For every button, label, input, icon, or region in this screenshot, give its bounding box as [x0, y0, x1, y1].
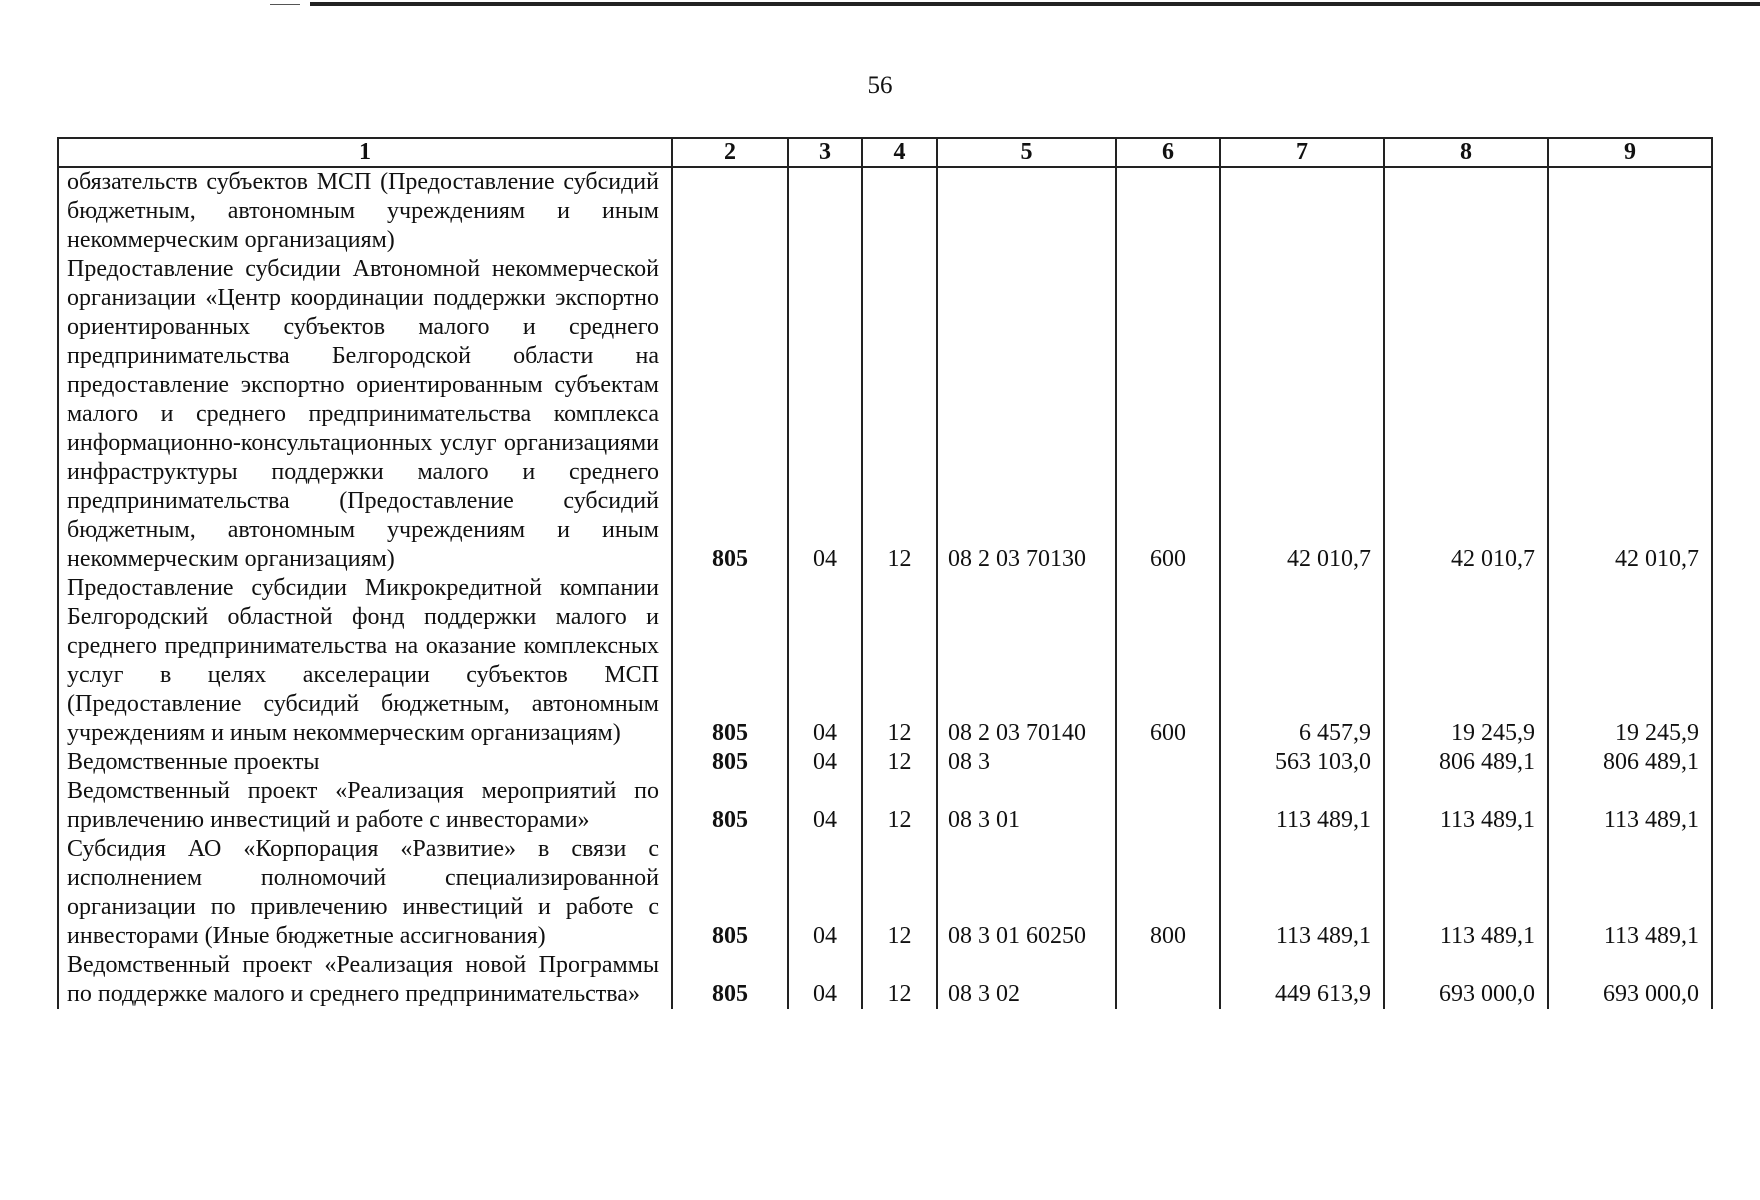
cell-col8	[1384, 167, 1548, 255]
cell-col5: 08 3 01 60250	[937, 835, 1116, 951]
table-header-row	[58, 138, 1712, 167]
cell-col4: 12	[862, 951, 937, 1009]
cell-col6: 600	[1116, 255, 1220, 574]
cell-col9: 693 000,0	[1548, 951, 1712, 1009]
cell-col9	[1548, 167, 1712, 255]
page-number: 56	[867, 72, 893, 99]
cell-col7: 563 103,0	[1220, 748, 1384, 777]
column-header-8: 8	[1384, 138, 1548, 167]
table-row	[58, 748, 1712, 777]
row-description: Предоставление субсидии Микрокредитной компании Белгородский областной фонд поддержки малого и среднего предпринимательства на оказание комплексных услуг в целях акселерации субъектов МСП (Предоставление субсидий бюджетным, автономным учреждениям и иным некоммерческим организациям)	[58, 574, 672, 748]
cell-col8: 19 245,9	[1384, 574, 1548, 748]
cell-col5: 08 2 03 70140	[937, 574, 1116, 748]
row-description: Предоставление субсидии Автономной некоммерческой организации «Центр координации поддержки экспортно ориентированных субъектов малого и среднего предпринимательства Белгородской области на предоставление экспортно ориентированным субъектам малого и среднего предпринимательства комплекса информационно-консультационных услуг организациями инфраструктуры поддержки малого и среднего предпринимательства (Предоставление субсидий бюджетным, автономным учреждениям и иным некоммерческим организациям)	[58, 255, 672, 574]
cell-col2: 805	[672, 574, 788, 748]
table-row	[58, 951, 1712, 1009]
cell-col6	[1116, 748, 1220, 777]
cell-col8: 42 010,7	[1384, 255, 1548, 574]
cell-col4	[862, 167, 937, 255]
cell-col9: 113 489,1	[1548, 835, 1712, 951]
cell-col2	[672, 167, 788, 255]
column-header-1: 1	[58, 138, 672, 167]
column-header-5: 5	[937, 138, 1116, 167]
table-row	[58, 835, 1712, 951]
cell-col3: 04	[788, 255, 862, 574]
cell-col9: 19 245,9	[1548, 574, 1712, 748]
cell-col4: 12	[862, 835, 937, 951]
cell-col2: 805	[672, 835, 788, 951]
row-description: обязательств субъектов МСП (Предоставление субсидий бюджетным, автономным учреждениям и иным некоммерческим организациям)	[58, 167, 672, 255]
column-header-7: 7	[1220, 138, 1384, 167]
cell-col2: 805	[672, 748, 788, 777]
cell-col5: 08 2 03 70130	[937, 255, 1116, 574]
cell-col2: 805	[672, 255, 788, 574]
cell-col7: 449 613,9	[1220, 951, 1384, 1009]
column-header-3: 3	[788, 138, 862, 167]
cell-col8: 693 000,0	[1384, 951, 1548, 1009]
cell-col3: 04	[788, 574, 862, 748]
cell-col3: 04	[788, 951, 862, 1009]
table-row	[58, 167, 1712, 255]
cell-col6	[1116, 167, 1220, 255]
cell-col6: 600	[1116, 574, 1220, 748]
cell-col6	[1116, 777, 1220, 835]
cell-col2: 805	[672, 951, 788, 1009]
row-description: Ведомственный проект «Реализация мероприятий по привлечению инвестиций и работе с инвесторами»	[58, 777, 672, 835]
cell-col5: 08 3	[937, 748, 1116, 777]
cell-col5: 08 3 01	[937, 777, 1116, 835]
cell-col9: 42 010,7	[1548, 255, 1712, 574]
cell-col4: 12	[862, 574, 937, 748]
table-row	[58, 574, 1712, 748]
cell-col3: 04	[788, 835, 862, 951]
cell-col9: 113 489,1	[1548, 777, 1712, 835]
cell-col7: 42 010,7	[1220, 255, 1384, 574]
cell-col3	[788, 167, 862, 255]
row-description: Ведомственный проект «Реализация новой Программы по поддержке малого и среднего предпринимательства»	[58, 951, 672, 1009]
cell-col2: 805	[672, 777, 788, 835]
cell-col3: 04	[788, 777, 862, 835]
table-row	[58, 777, 1712, 835]
cell-col5	[937, 167, 1116, 255]
column-header-9: 9	[1548, 138, 1712, 167]
table-row	[58, 255, 1712, 574]
cell-col6: 800	[1116, 835, 1220, 951]
cell-col7: 6 457,9	[1220, 574, 1384, 748]
cell-col7: 113 489,1	[1220, 835, 1384, 951]
header-rule-short	[270, 4, 300, 5]
cell-col8: 113 489,1	[1384, 777, 1548, 835]
cell-col4: 12	[862, 255, 937, 574]
column-header-6: 6	[1116, 138, 1220, 167]
header-rule	[310, 2, 1760, 6]
budget-table	[57, 137, 1713, 1009]
cell-col7: 113 489,1	[1220, 777, 1384, 835]
cell-col6	[1116, 951, 1220, 1009]
cell-col4: 12	[862, 748, 937, 777]
cell-col4: 12	[862, 777, 937, 835]
cell-col7	[1220, 167, 1384, 255]
cell-col8: 806 489,1	[1384, 748, 1548, 777]
column-header-2: 2	[672, 138, 788, 167]
cell-col3: 04	[788, 748, 862, 777]
row-description: Субсидия АО «Корпорация «Развитие» в связи с исполнением полномочий специализированной организации по привлечению инвестиций и работе с инвесторами (Иные бюджетные ассигнования)	[58, 835, 672, 951]
column-header-4: 4	[862, 138, 937, 167]
cell-col5: 08 3 02	[937, 951, 1116, 1009]
cell-col9: 806 489,1	[1548, 748, 1712, 777]
cell-col8: 113 489,1	[1384, 835, 1548, 951]
row-description: Ведомственные проекты	[58, 748, 672, 777]
